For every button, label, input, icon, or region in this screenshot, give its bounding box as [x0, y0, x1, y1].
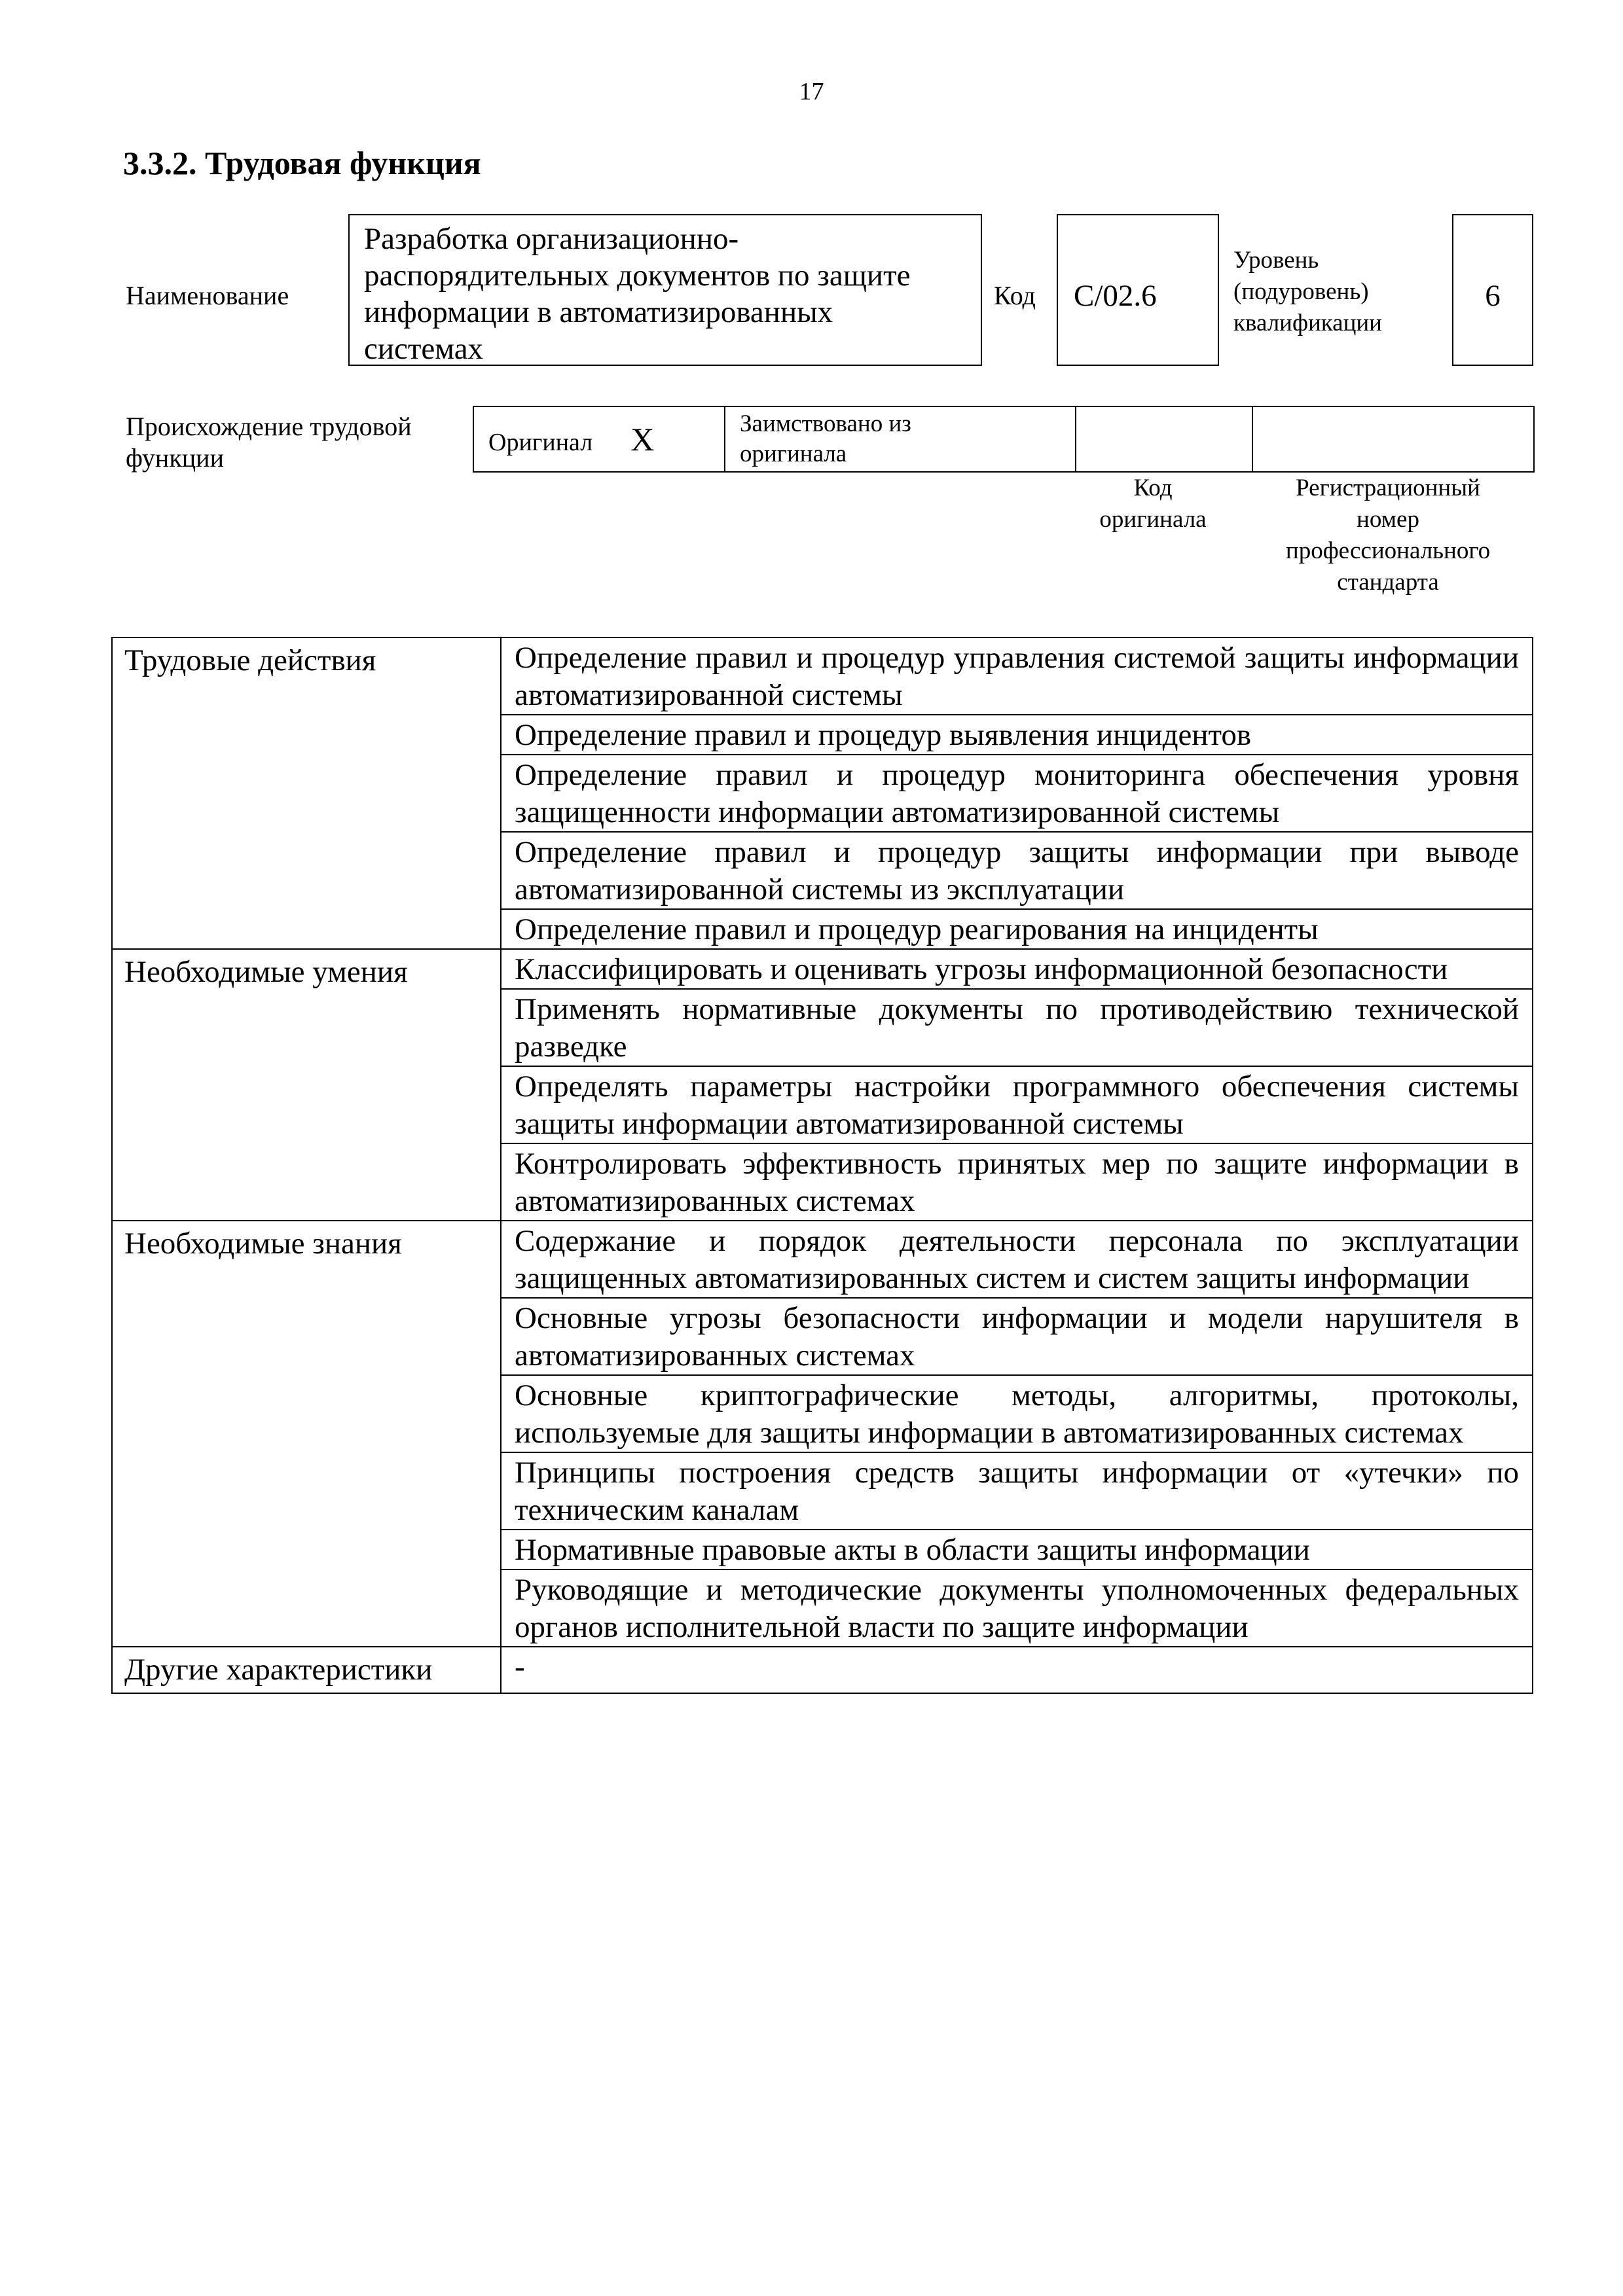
borrowed-label-line: оригинала — [740, 440, 847, 467]
caption-line: оригинала — [1099, 506, 1207, 533]
section-heading: 3.3.2. Трудовая функция — [123, 145, 481, 181]
item-cell: Применять нормативные документы по противодействию технической разведке — [501, 989, 1533, 1066]
item-cell: Классифицировать и оценивать угрозы информационной безопасности — [501, 949, 1533, 989]
item-cell: Содержание и порядок деятельности персонала по эксплуатации защищенных автоматизированных систем и систем защиты информации — [501, 1221, 1533, 1298]
qualification-level-label — [1233, 245, 1382, 339]
reg-number-caption — [1244, 473, 1532, 598]
category-cell: Необходимые знания — [112, 1221, 501, 1647]
origin-original-cell — [473, 406, 725, 472]
origin-label-line: Происхождение трудовой — [126, 412, 412, 441]
function-title-box — [348, 214, 982, 366]
item-cell: Руководящие и методические документы уполномоченных федеральных органов исполнительной власти по защите информации — [501, 1570, 1533, 1647]
table-row — [112, 637, 1533, 715]
table-row — [112, 949, 1533, 989]
function-details-table — [111, 637, 1533, 1694]
function-title-line: информации в автоматизированных — [364, 295, 833, 329]
origin-label — [126, 411, 412, 474]
reg-number-cell — [1252, 406, 1534, 472]
category-cell: Другие характеристики — [112, 1647, 501, 1693]
original-mark: Х — [630, 421, 655, 457]
item-cell: Определение правил и процедур управления системой защиты информации автоматизированной системы — [501, 637, 1533, 715]
origin-table — [473, 406, 1535, 473]
table-row — [112, 1647, 1533, 1693]
code-original-caption — [1091, 473, 1215, 535]
item-cell: Определение правил и процедур мониторинга обеспечения уровня защищенности информации автоматизированной системы — [501, 755, 1533, 832]
borrowed-label-line: Заимствовано из — [740, 410, 911, 437]
caption-line: Регистрационный — [1296, 475, 1480, 501]
item-cell: Определение правил и процедур выявления инцидентов — [501, 715, 1533, 755]
level-label-line: квалификации — [1233, 310, 1382, 336]
item-cell: Определение правил и процедур реагирования на инциденты — [501, 909, 1533, 949]
category-cell: Трудовые действия — [112, 637, 501, 949]
origin-label-line: функции — [126, 443, 224, 473]
category-cell: Необходимые умения — [112, 949, 501, 1221]
caption-line: стандарта — [1337, 569, 1439, 596]
level-label-line: Уровень — [1233, 247, 1319, 274]
function-title-line: Разработка организационно- — [364, 222, 739, 256]
original-code-cell — [1076, 406, 1252, 472]
item-cell: Контролировать эффективность принятых мер по защите информации в автоматизированных системах — [501, 1143, 1533, 1221]
function-title-line: распорядительных документов по защите — [364, 259, 911, 293]
name-label: Наименование — [126, 281, 289, 310]
item-cell: Основные криптографические методы, алгоритмы, протоколы, используемые для защиты информации в автоматизированных системах — [501, 1375, 1533, 1452]
function-title-line: системах — [364, 332, 484, 366]
item-cell: Принципы построения средств защиты информации от «утечки» по техническим каналам — [501, 1452, 1533, 1530]
page-number: 17 — [799, 78, 824, 105]
level-label-line: (подуровень) — [1233, 278, 1369, 305]
code-label: Код — [994, 281, 1036, 310]
item-cell: Основные угрозы безопасности информации и модели нарушителя в автоматизированных системах — [501, 1298, 1533, 1375]
item-cell: Определять параметры настройки программного обеспечения системы защиты информации автоматизированной системы — [501, 1066, 1533, 1143]
qualification-level-value: 6 — [1452, 214, 1533, 366]
table-row — [112, 1221, 1533, 1298]
caption-line: номер — [1357, 506, 1419, 533]
caption-line: профессионального — [1285, 537, 1491, 564]
code-value: С/02.6 — [1057, 214, 1219, 366]
item-cell: - — [501, 1647, 1533, 1693]
caption-line: Код — [1133, 475, 1173, 501]
original-label: Оригинал — [488, 429, 593, 456]
origin-borrowed-cell — [725, 406, 1076, 472]
item-cell: Нормативные правовые акты в области защиты информации — [501, 1530, 1533, 1570]
item-cell: Определение правил и процедур защиты информации при выводе автоматизированной системы из эксплуатации — [501, 832, 1533, 909]
